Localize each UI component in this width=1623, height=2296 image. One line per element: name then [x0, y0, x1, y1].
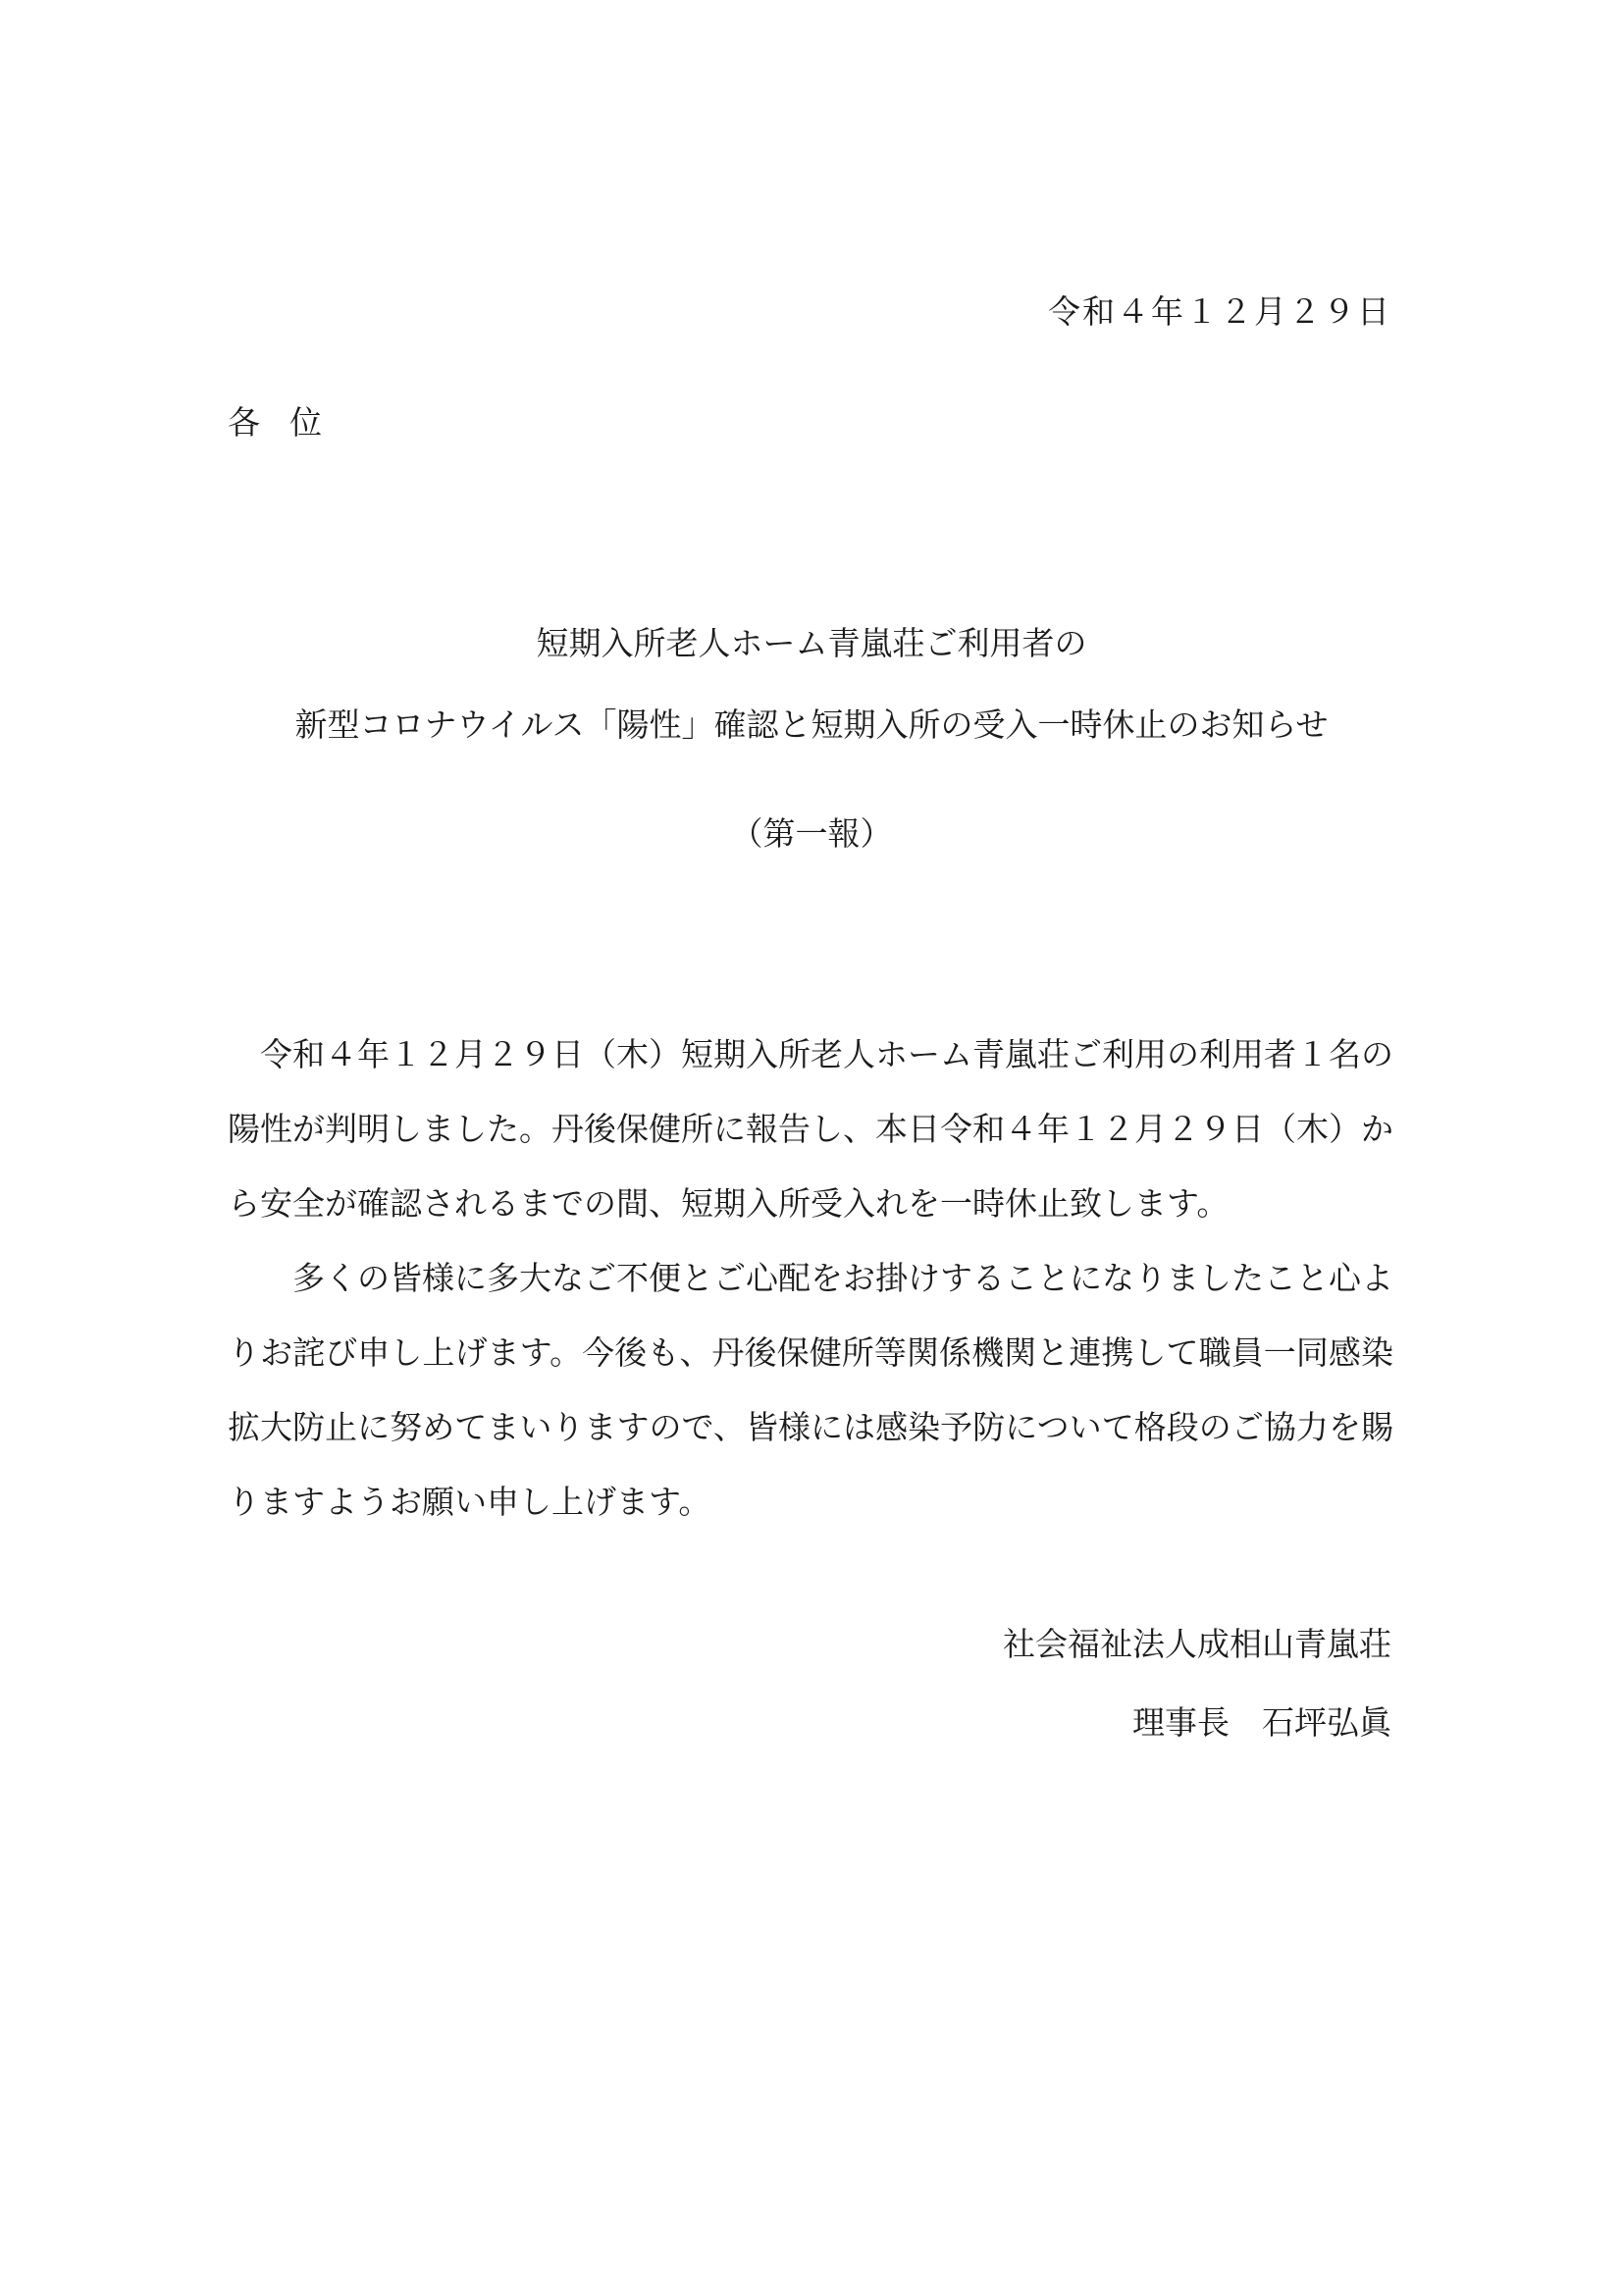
body-text: [228, 1018, 1393, 1539]
organization-name: 社会福祉法人成相山青嵐荘: [1003, 1625, 1391, 1663]
title-line-2: 新型コロナウイルス「陽性」確認と短期入所の受入一時休止のお知らせ: [294, 705, 1329, 744]
title-line-1: 短期入所老人ホーム青嵐荘ご利用者の: [536, 624, 1087, 662]
paragraph-1: 令和４年１２月２９日（木）短期入所老人ホーム青嵐荘ご利用の利用者１名の陽性が判明しました。丹後保健所に報告し、本日令和４年１２月２９日（木）から安全が確認されるまでの間、短期入所受入れを一時休止致します。: [228, 1035, 1393, 1223]
report-number: （第一報）: [730, 814, 893, 853]
signatory-name: 理事長 石坪弘眞: [1132, 1703, 1391, 1742]
paragraph-2: 多くの皆様に多大なご不便とご心配をお掛けすることになりましたこと心よりお詫び申し上げます。今後も、丹後保健所等関係機関と連携して職員一同感染拡大防止に努めてまいりますので、皆様には感染予防について格段のご協力を賜りますようお願い申し上げます。: [228, 1259, 1393, 1521]
document-date: 令和４年１２月２９日: [1048, 292, 1391, 331]
addressee: 各位: [228, 403, 351, 442]
